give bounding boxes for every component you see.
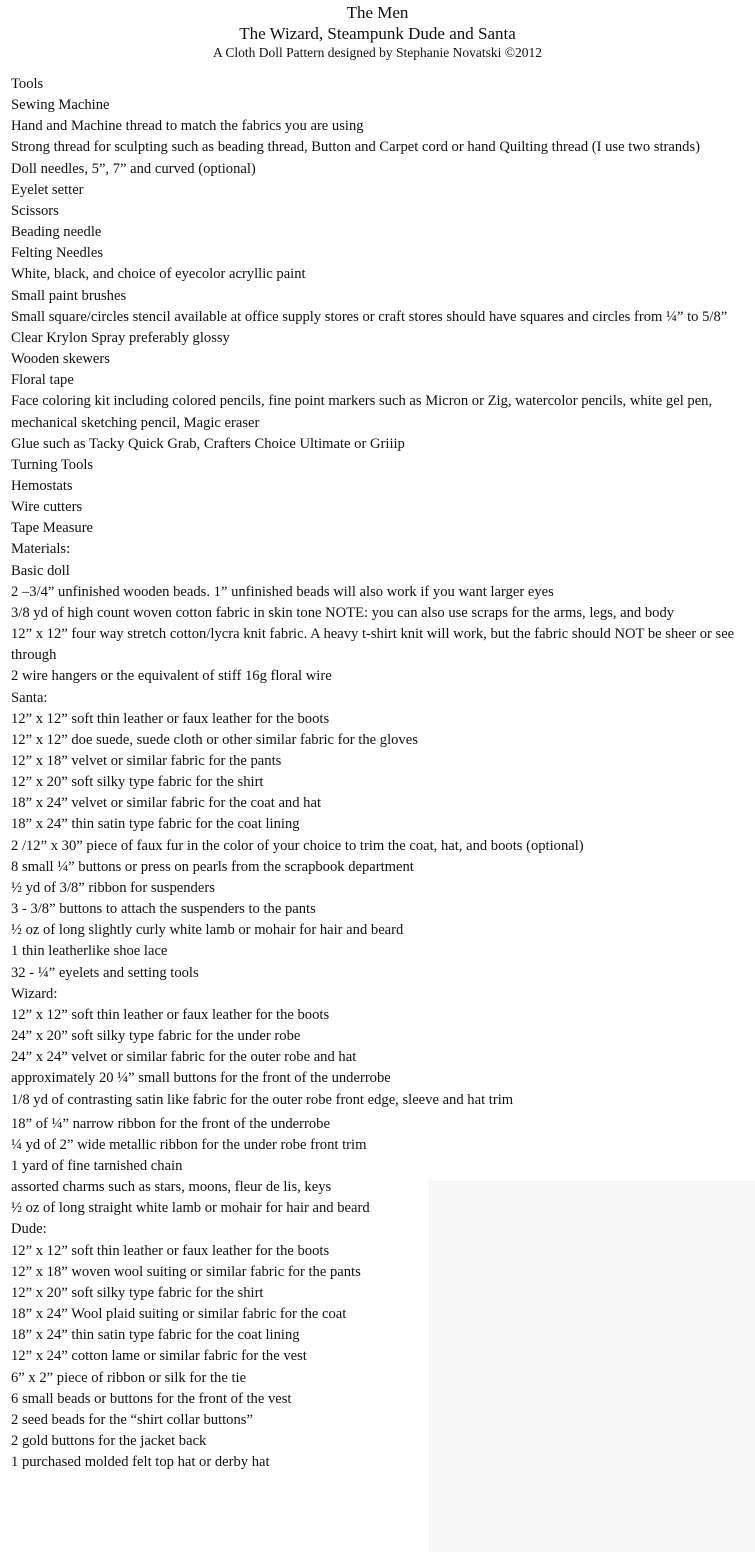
- list-line: 3/8 yd of high count woven cotton fabric in skin tone NOTE: you can also use scraps for the arms, legs, and body: [11, 604, 675, 621]
- list-line: 12” x 20” soft silky type fabric for the shirt: [11, 1284, 264, 1301]
- list-line: Scissors: [11, 202, 59, 219]
- list-line: Felting Needles: [11, 245, 104, 262]
- list-line: 12” x 12” four way stretch cotton/lycra knit fabric. A heavy t-shirt knit will work, but the fabric should NOT be sheer or see through: [11, 626, 735, 664]
- list-line: Floral tape: [11, 372, 74, 389]
- list-line: 12” x 18” woven wool suiting or similar fabric for the pants: [11, 1263, 361, 1280]
- list-line: Materials:: [11, 541, 71, 558]
- list-line: 6 small beads or buttons for the front of the vest: [11, 1390, 292, 1407]
- list-line: Santa:: [11, 689, 48, 706]
- list-line: 2 –3/4” unfinished wooden beads. 1” unfinished beads will also work if you want larger eyes: [11, 583, 554, 600]
- list-line: 3 - 3/8” buttons to attach the suspenders to the pants: [11, 901, 316, 918]
- list-line: Turning Tools: [11, 456, 94, 473]
- list-line: Eyelet setter: [11, 181, 84, 198]
- list-line: 1 thin leatherlike shoe lace: [11, 943, 168, 960]
- document-credit: A Cloth Doll Pattern designed by Stephanie Novatski ©2012: [213, 45, 542, 60]
- list-line: Wire cutters: [11, 499, 83, 516]
- list-line: ½ oz of long straight white lamb or mohair for hair and beard: [11, 1200, 370, 1217]
- list-line: Basic doll: [11, 562, 70, 579]
- list-line: Small square/circles stencil available at office supply stores or craft stores should have squares and circles from ¼” to 5/8”: [11, 308, 728, 325]
- list-line: ½ oz of long slightly curly white lamb or mohair for hair and beard: [11, 922, 404, 939]
- document-header: [0, 3, 755, 62]
- list-line: Wooden skewers: [11, 351, 110, 368]
- list-line: 6” x 2” piece of ribbon or silk for the tie: [11, 1369, 247, 1386]
- list-line: 18” x 24” velvet or similar fabric for the coat and hat: [11, 795, 321, 812]
- supply-list: [11, 74, 741, 1473]
- list-line: 18” x 24” Wool plaid suiting or similar fabric for the coat: [11, 1306, 347, 1323]
- list-line: 24” x 20” soft silky type fabric for the under robe: [11, 1028, 301, 1045]
- list-line: 12” x 20” soft silky type fabric for the shirt: [11, 774, 264, 791]
- list-line: Small paint brushes: [11, 287, 127, 304]
- list-line: Tools: [11, 76, 44, 92]
- list-line: 12” x 12” soft thin leather or faux leather for the boots: [11, 710, 330, 727]
- list-line: Doll needles, 5”, 7” and curved (optional): [11, 160, 256, 177]
- list-line: assorted charms such as stars, moons, fleur de lis, keys: [11, 1179, 332, 1196]
- list-line: Dude:: [11, 1221, 47, 1238]
- list-line: 12” x 24” cotton lame or similar fabric for the vest: [11, 1348, 307, 1365]
- list-line: 2 seed beads for the “shirt collar buttons”: [11, 1411, 253, 1428]
- list-line: Strong thread for sculpting such as beading thread, Button and Carpet cord or hand Quilting thread (I use two strands): [11, 139, 700, 156]
- list-line: 8 small ¼” buttons or press on pearls from the scrapbook department: [11, 858, 414, 875]
- supply-list-part-2: [11, 1114, 741, 1474]
- list-line: Beading needle: [11, 224, 102, 241]
- list-line: Wizard:: [11, 985, 58, 1002]
- list-line: Face coloring kit including colored pencils, fine point markers such as Micron or Zig, watercolor pencils, white gel pen, mechanical sketching pencil, Magic eraser: [11, 393, 713, 431]
- list-line: ½ yd of 3/8” ribbon for suspenders: [11, 879, 215, 896]
- list-line: 2 /12” x 30” piece of faux fur in the color of your choice to trim the coat, hat, and boots (optional): [11, 837, 584, 854]
- list-line: 12” x 12” doe suede, suede cloth or other similar fabric for the gloves: [11, 731, 418, 748]
- list-line: 1 purchased molded felt top hat or derby hat: [11, 1454, 270, 1471]
- list-line: 1 yard of fine tarnished chain: [11, 1157, 183, 1174]
- list-line: 24” x 24” velvet or similar fabric for the outer robe and hat: [11, 1049, 357, 1066]
- list-line: Hemostats: [11, 477, 73, 494]
- list-line: 18” x 24” thin satin type fabric for the coat lining: [11, 816, 300, 833]
- list-line: approximately 20 ¼” small buttons for the front of the underrobe: [11, 1070, 391, 1087]
- list-line: Glue such as Tacky Quick Grab, Crafters Choice Ultimate or Griiip: [11, 435, 405, 452]
- supply-list-part-1: [11, 74, 741, 1111]
- list-line: 32 - ¼” eyelets and setting tools: [11, 964, 199, 981]
- list-line: 12” x 18” velvet or similar fabric for the pants: [11, 753, 282, 769]
- list-line: 2 gold buttons for the jacket back: [11, 1433, 207, 1449]
- document-subtitle: The Wizard, Steampunk Dude and Santa: [239, 24, 516, 43]
- list-line: Tape Measure: [11, 520, 94, 537]
- list-line: 18” x 24” thin satin type fabric for the coat lining: [11, 1327, 300, 1344]
- list-line: Hand and Machine thread to match the fabrics you are using: [11, 118, 364, 135]
- list-line: 1/8 yd of contrasting satin like fabric for the outer robe front edge, sleeve and hat trim: [11, 1091, 514, 1108]
- list-line: 18” of ¼” narrow ribbon for the front of the underrobe: [11, 1115, 330, 1132]
- list-line: ¼ yd of 2” wide metallic ribbon for the under robe front trim: [11, 1136, 367, 1153]
- list-line: Clear Krylon Spray preferably glossy: [11, 329, 230, 346]
- list-line: White, black, and choice of eyecolor acryllic paint: [11, 266, 306, 283]
- list-line: 2 wire hangers or the equivalent of stiff 16g floral wire: [11, 668, 332, 685]
- list-line: 12” x 12” soft thin leather or faux leather for the boots: [11, 1242, 330, 1259]
- list-line: Sewing Machine: [11, 97, 110, 114]
- document-title: The Men: [346, 3, 409, 22]
- list-line: 12” x 12” soft thin leather or faux leather for the boots: [11, 1006, 330, 1023]
